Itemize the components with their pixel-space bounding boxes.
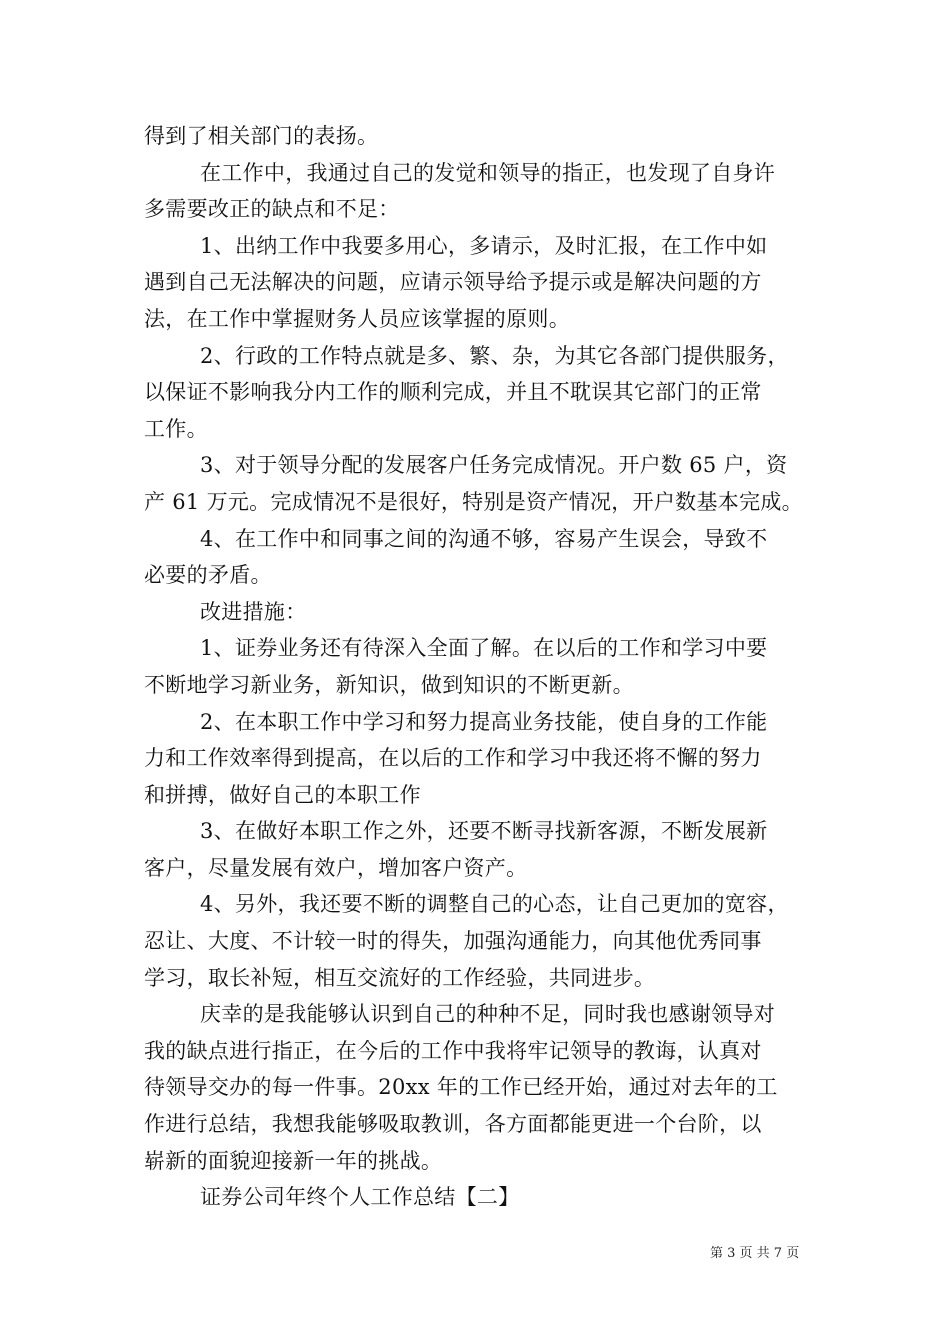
text-line: 产 61 万元。完成情况不是很好，特别是资产情况，开户数基本完成。 [144, 489, 803, 514]
text-line: 法，在工作中掌握财务人员应该掌握的原则。 [144, 306, 570, 331]
text-line: 工作。 [144, 416, 208, 441]
text-line: 改进措施： [200, 599, 307, 624]
text-line: 学习，取长补短，相互交流好的工作经验，共同进步。 [144, 965, 656, 990]
text-line: 3、在做好本职工作之外，还要不断寻找新客源，不断发展新 [200, 819, 768, 844]
text-line: 不断地学习新业务，新知识，做到知识的不断更新。 [144, 672, 634, 697]
text-line: 忍让、大度、不计较一时的得失，加强沟通能力，向其他优秀同事 [144, 929, 762, 954]
text-line: 以保证不影响我分内工作的顺利完成，并且不耽误其它部门的正常 [144, 380, 762, 405]
text-line: 1、出纳工作中我要多用心，多请示，及时汇报，在工作中如 [200, 233, 768, 258]
text-line: 和拼搏，做好自己的本职工作 [144, 782, 421, 807]
text-line: 得到了相关部门的表扬。 [144, 124, 379, 148]
text-line: 4、另外，我还要不断的调整自己的心态，让自己更加的宽容， [200, 892, 789, 917]
text-line: 客户，尽量发展有效户，增加客户资产。 [144, 855, 528, 880]
text-line: 3、对于领导分配的发展客户任务完成情况。开户数 65 户，资 [200, 453, 788, 478]
section-heading: 证券公司年终个人工作总结【二】 [200, 1185, 520, 1210]
text-line: 崭新的面貌迎接新一年的挑战。 [144, 1148, 443, 1173]
text-line: 2、在本职工作中学习和努力提高业务技能，使自身的工作能 [200, 709, 768, 734]
text-line: 力和工作效率得到提高，在以后的工作和学习中我还将不懈的努力 [144, 746, 762, 771]
text-line: 待领导交办的每一件事。20xx 年的工作已经开始，通过对去年的工 [144, 1075, 778, 1100]
text-line: 作进行总结，我想我能够吸取教训，各方面都能更进一个台阶，以 [144, 1112, 762, 1137]
text-line: 庆幸的是我能够认识到自己的种种不足，同时我也感谢领导对 [200, 1002, 776, 1027]
text-line: 我的缺点进行指正，在今后的工作中我将牢记领导的教诲，认真对 [144, 1038, 762, 1063]
text-line: 1、证券业务还有待深入全面了解。在以后的工作和学习中要 [200, 636, 768, 661]
page-number: 第 3 页 共 7 页 [710, 1246, 800, 1261]
text-line: 遇到自己无法解决的问题，应请示领导给予提示或是解决问题的方 [144, 270, 762, 295]
text-line: 多需要改正的缺点和不足： [144, 197, 400, 222]
text-line: 必要的矛盾。 [144, 563, 272, 588]
text-line: 在工作中，我通过自己的发觉和领导的指正，也发现了自身许 [200, 160, 776, 185]
document-body [144, 118, 812, 1216]
text-line: 2、行政的工作特点就是多、繁、杂，为其它各部门提供服务， [200, 343, 789, 368]
text-line: 4、在工作中和同事之间的沟通不够，容易产生误会，导致不 [200, 526, 768, 551]
